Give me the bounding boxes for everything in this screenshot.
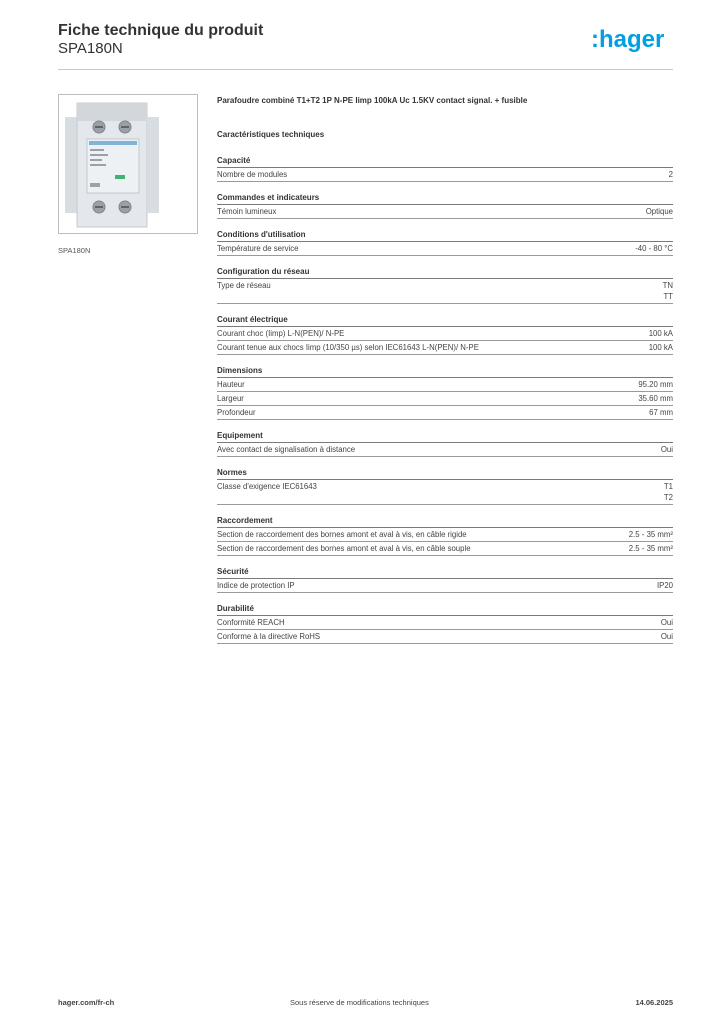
spec-value: Oui [660,445,673,454]
spec-row [217,378,673,392]
spec-section-title: Equipement [217,430,673,443]
spec-value: -40 - 80 °C [635,244,673,253]
spec-label: Témoin lumineux [217,207,277,216]
spec-row [217,392,673,406]
spec-value: Oui [660,632,673,641]
spec-row [217,579,673,593]
spec-section [217,515,673,566]
spec-section [217,314,673,365]
spec-section-title: Normes [217,467,673,480]
product-image [58,94,198,234]
spec-value: 35.60 mm [638,394,673,403]
spec-section-title: Capacité [217,155,673,168]
spec-section-title: Conditions d'utilisation [217,229,673,242]
spec-label: Hauteur [217,380,245,389]
spec-section-title: Dimensions [217,365,673,378]
spec-label: Courant tenue aux chocs Iimp (10/350 µs) selon IEC61643 L-N(PEN)/ N-PE [217,343,479,352]
product-reference: SPA180N [58,40,123,57]
spec-section-title: Raccordement [217,515,673,528]
spec-label: Profondeur [217,408,256,417]
spec-sections [217,155,673,654]
spec-row [217,616,673,630]
spec-section-title: Courant électrique [217,314,673,327]
spec-label: Type de réseau [217,281,271,290]
spec-section [217,155,673,192]
spec-value: IP20 [656,581,673,590]
spec-section [217,365,673,430]
spec-label: Avec contact de signalisation à distance [217,445,356,454]
spec-label: Conformité REACH [217,618,285,627]
spec-value: 2.5 - 35 mm² [628,544,673,553]
spec-row [217,279,673,304]
hager-logo [591,24,673,54]
main-content [217,96,673,654]
spec-row [217,242,673,256]
spec-value: 2 [668,170,673,179]
spec-row [217,480,673,505]
spec-label: Section de raccordement des bornes amont et aval à vis, en câble souple [217,544,471,553]
spec-section [217,266,673,314]
spec-row [217,443,673,457]
spec-section-title: Commandes et indicateurs [217,192,673,205]
spec-value: TN TT [662,281,673,301]
tech-specs-title: Caractéristiques techniques [217,130,325,139]
spec-value: 67 mm [649,408,673,417]
spec-section-title: Durabilité [217,603,673,616]
spec-section-title: Configuration du réseau [217,266,673,279]
spec-value: 95.20 mm [638,380,673,389]
spec-value: T1 T2 [663,482,673,502]
spec-section [217,566,673,603]
spec-section [217,192,673,229]
spec-value: 100 kA [648,329,673,338]
spec-row [217,327,673,341]
spec-value: 2.5 - 35 mm² [628,530,673,539]
spec-row [217,630,673,644]
footer-date: 14.06.2025 [635,998,673,1007]
spec-label: Largeur [217,394,244,403]
spec-value: 100 kA [648,343,673,352]
spec-row [217,528,673,542]
spec-value: Optique [645,207,673,216]
hager-logo-text: :hager [591,26,665,53]
product-image-caption: SPA180N [58,246,91,255]
spec-value: Oui [660,618,673,627]
footer-note: Sous réserve de modifications techniques [290,998,429,1007]
product-description: Parafoudre combiné T1+T2 1P N-PE Iimp 100kA Uc 1.5KV contact signal. + fusible [217,96,528,105]
spec-label: Température de service [217,244,299,253]
spec-label: Nombre de modules [217,170,288,179]
spec-label: Classe d'exigence IEC61643 [217,482,317,491]
spec-label: Courant choc (Iimp) L-N(PEN)/ N-PE [217,329,345,338]
spec-row [217,205,673,219]
page-title: Fiche technique du produit [58,22,264,39]
spec-section [217,467,673,515]
spec-row [217,341,673,355]
spec-row [217,542,673,556]
page-header [58,18,673,70]
spec-section-title: Sécurité [217,566,673,579]
spec-row [217,406,673,420]
spec-section [217,603,673,654]
spec-section [217,229,673,266]
spec-label: Section de raccordement des bornes amont et aval à vis, en câble rigide [217,530,467,539]
footer-url[interactable]: hager.com/fr-ch [58,998,115,1007]
spec-label: Indice de protection IP [217,581,295,590]
spec-section [217,430,673,467]
spec-label: Conforme à la directive RoHS [217,632,321,641]
spec-row [217,168,673,182]
